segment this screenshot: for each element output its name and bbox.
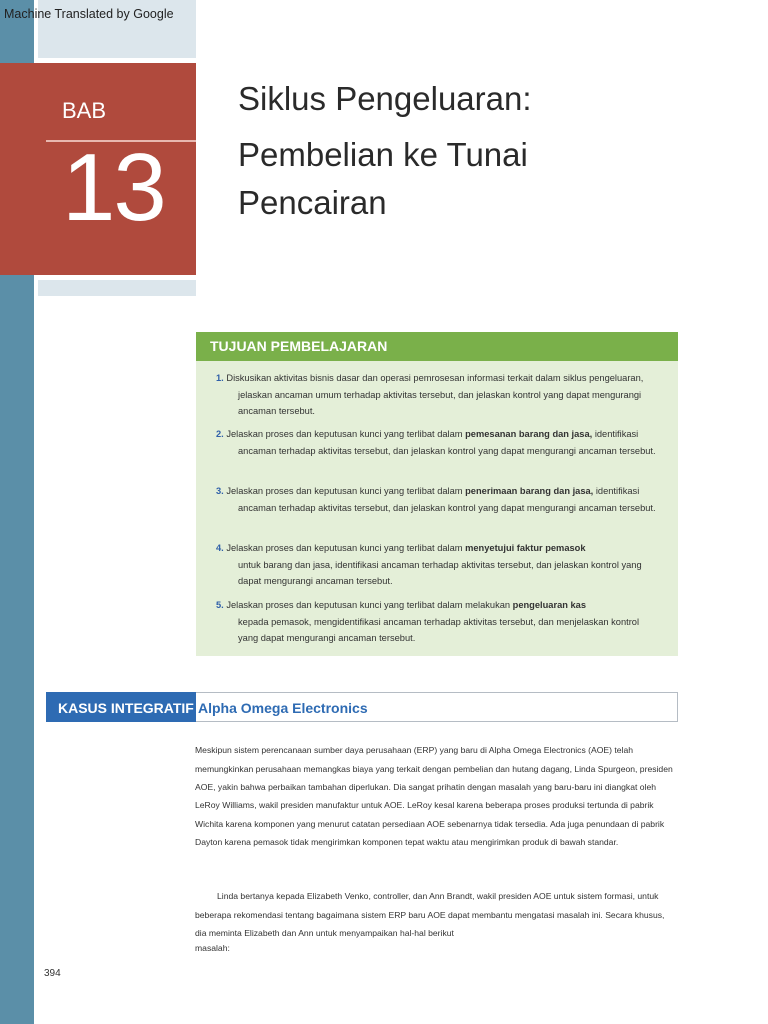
objective-item: [216, 426, 666, 459]
objective-number: 5.: [216, 600, 224, 610]
objective-item: [216, 597, 666, 647]
case-label-box: [46, 692, 196, 722]
objective-item: [216, 483, 666, 516]
objective-number: 4.: [216, 543, 224, 553]
case-label: KASUS INTEGRATIF: [58, 700, 194, 716]
machine-translated-banner: Machine Translated by Google: [4, 7, 174, 21]
objectives-header: [196, 332, 678, 361]
objective-text-after: identifikasi: [592, 429, 639, 439]
case-paragraph-line: dia meminta Elizabeth dan Ann untuk menyampaikan hal-hal berikut: [195, 928, 454, 938]
case-paragraph-line: Dayton karena pemasok tidak mengirimkan komponen tepat waktu atau mengirimkan produk di bawah standar.: [195, 837, 619, 847]
chapter-title-line-2: Pembelian ke Tunai: [238, 136, 528, 173]
objective-text: Jelaskan proses dan keputusan kunci yang terlibat dalam: [223, 486, 466, 496]
objective-continuation: ancaman tersebut.: [238, 406, 316, 416]
chapter-title-line-1: Siklus Pengeluaran:: [238, 80, 532, 117]
chapter-label: BAB: [62, 98, 107, 123]
objective-item: [216, 370, 666, 420]
objective-continuation: kepada pemasok, mengidentifikasi ancaman terhadap aktivitas tersebut, dan menjelaskan kontrol: [238, 616, 640, 627]
objective-text-after: identifikasi: [593, 486, 640, 496]
case-paragraph-line: masalah:: [195, 943, 230, 953]
objective-text: Jelaskan proses dan keputusan kunci yang terlibat dalam melakukan: [223, 600, 513, 610]
objective-text: Jelaskan proses dan keputusan kunci yang terlibat dalam: [223, 543, 466, 553]
case-title: Alpha Omega Electronics: [198, 700, 368, 716]
case-paragraph-line: beberapa rekomendasi tentang bagaimana sistem ERP baru AOE dapat membantu mengatasi masalah ini. Secara khusus,: [195, 910, 665, 920]
objective-continuation: dapat mengurangi ancaman tersebut.: [238, 576, 393, 586]
case-paragraph-line: LeRoy Williams, wakil presiden manufaktur untuk AOE. LeRoy kesal karena beberapa proses produksi tertunda di pabrik: [195, 800, 654, 810]
chapter-title-line-3: Pencairan: [238, 184, 387, 221]
objective-keyword: pemesanan barang dan jasa,: [465, 429, 593, 439]
objective-continuation: jelaskan ancaman umum terhadap aktivitas tersebut, dan jelaskan kontrol yang dapat mengurangi: [238, 389, 642, 400]
objective-continuation: untuk barang dan jasa, identifikasi ancaman terhadap aktivitas tersebut, dan jelaskan kontrol yang: [238, 559, 642, 570]
objective-number: 3.: [216, 486, 224, 496]
objective-keyword: menyetujui faktur pemasok: [465, 543, 586, 553]
objectives-heading: TUJUAN PEMBELAJARAN: [210, 338, 388, 354]
objective-keyword: pengeluaran kas: [512, 600, 587, 610]
objective-continuation: yang dapat mengurangi ancaman tersebut.: [238, 633, 416, 643]
case-paragraph-line: memungkinkan perusahaan memangkas biaya yang terkait dengan pembelian dan hutang dagang, Linda Spurgeon, presiden: [195, 764, 673, 774]
objective-item: [216, 540, 666, 590]
case-paragraph-line: AOE, yakin bahwa perbaikan tambahan diperlukan. Dia sangat prihatin dengan masalah yang baru-baru ini diangkat oleh: [195, 782, 657, 792]
objective-text: Diskusikan aktivitas bisnis dasar dan operasi pemrosesan informasi terkait dalam siklus pengeluaran,: [223, 373, 644, 383]
objective-number: 2.: [216, 429, 224, 439]
case-paragraph-line: Meskipun sistem perencanaan sumber daya perusahaan (ERP) yang baru di Alpha Omega Electronics (AOE) telah: [195, 745, 634, 755]
case-paragraph-line: Wichita karena komponen yang menurut catatan persediaan AOE sebenarnya tidak tersedia. Ada juga penundaan di pabrik: [195, 819, 665, 829]
footer-decor-box: [38, 280, 196, 296]
page-number: 394: [44, 968, 61, 979]
objective-keyword: penerimaan barang dan jasa,: [465, 486, 594, 496]
objective-continuation: ancaman terhadap aktivitas tersebut, dan jelaskan kontrol yang dapat mengurangi ancaman tersebut.: [238, 502, 656, 513]
objective-text: Jelaskan proses dan keputusan kunci yang terlibat dalam: [223, 429, 466, 439]
case-paragraph-line: Linda bertanya kepada Elizabeth Venko, controller, dan Ann Brandt, wakil presiden AOE untuk sistem formasi, untuk: [217, 891, 659, 901]
objective-number: 1.: [216, 373, 224, 383]
objective-continuation: ancaman terhadap aktivitas tersebut, dan jelaskan kontrol yang dapat mengurangi ancaman tersebut.: [238, 445, 656, 456]
chapter-number: 13: [62, 134, 165, 241]
